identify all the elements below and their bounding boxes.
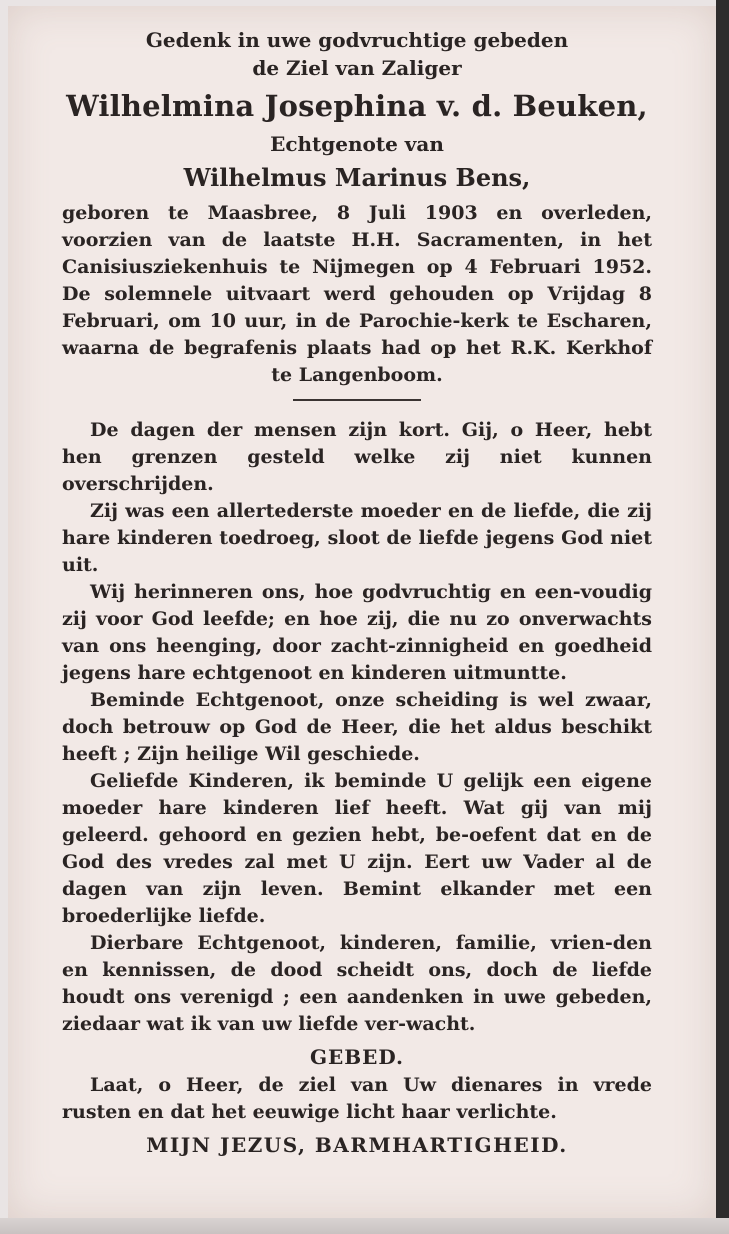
paragraph-4: Beminde Echtgenoot, onze scheiding is wel zwaar, doch betrouw op God de Heer, die het aldus beschikt heeft ; Zijn heilige Wil geschiede. bbox=[62, 689, 652, 765]
paragraph-6: Dierbare Echtgenoot, kinderen, familie, vrien-den en kennissen, de dood scheidt ons, doch de liefde houdt ons verenigd ; een aandenken in uwe gebeden, ziedaar wat ik van uw liefde ver-wacht. bbox=[62, 932, 652, 1035]
header-line-2: de Ziel van Zaliger bbox=[252, 56, 462, 80]
relation-label: Echtgenote van bbox=[270, 132, 444, 156]
paragraph-1: De dagen der mensen zijn kort. Gij, o Heer, hebt hen grenzen gesteld welke zij niet kunnen overschrijden. bbox=[62, 419, 652, 495]
paragraph-3: Wij herinneren ons, hoe godvruchtig en een-voudig zij voor God leefde; en hoe zij, die nu zo onverwachts van ons heenging, door zacht-zinnigheid en goedheid jegens hare echtgenoot en kinderen uitmuntte. bbox=[62, 581, 652, 684]
prayer-text: Laat, o Heer, de ziel van Uw dienares in vrede rusten en dat het eeuwige licht haar verlichte. bbox=[62, 1074, 652, 1123]
paragraph-5: Geliefde Kinderen, ik beminde U gelijk een eigene moeder hare kinderen lief heeft. Wat gij van mij geleerd. gehoord en gezien hebt, be-oefent dat en de God des vredes zal met U zijn. Eert uw Vader al de dagen van zijn leven. Bemint elkander met een broederlijke liefde. bbox=[62, 770, 652, 927]
header-line-1: Gedenk in uwe godvruchtige gebeden bbox=[145, 28, 569, 52]
biography-text: geboren te Maasbree, 8 Juli 1903 en overleden, voorzien van de laatste H.H. Sacramenten, in het Canisiusziekenhuis te Nijmegen op 4 Februari 1952. De solemnele uitvaart werd gehouden op Vrijdag 8 Februari, om 10 uur, in de Parochie-kerk te Escharen, waarna de begrafenis plaats had op het R.K. Kerkhof te Langenboom. bbox=[62, 202, 652, 386]
prayer-title: GEBED. bbox=[309, 1045, 405, 1069]
closing-invocation: MIJN JEZUS, BARMHARTIGHEID. bbox=[146, 1133, 568, 1157]
divider-rule bbox=[293, 399, 421, 401]
card-edge-shadow bbox=[716, 0, 729, 1234]
card-text bbox=[62, 26, 652, 1160]
deceased-name: Wilhelmina Josephina v. d. Beuken, bbox=[66, 89, 648, 123]
scan-bottom-margin bbox=[0, 1218, 729, 1234]
spouse-name: Wilhelmus Marinus Bens, bbox=[183, 163, 531, 192]
paragraph-2: Zij was een allertederste moeder en de liefde, die zij hare kinderen toedroeg, sloot de liefde jegens God niet uit. bbox=[62, 500, 652, 576]
